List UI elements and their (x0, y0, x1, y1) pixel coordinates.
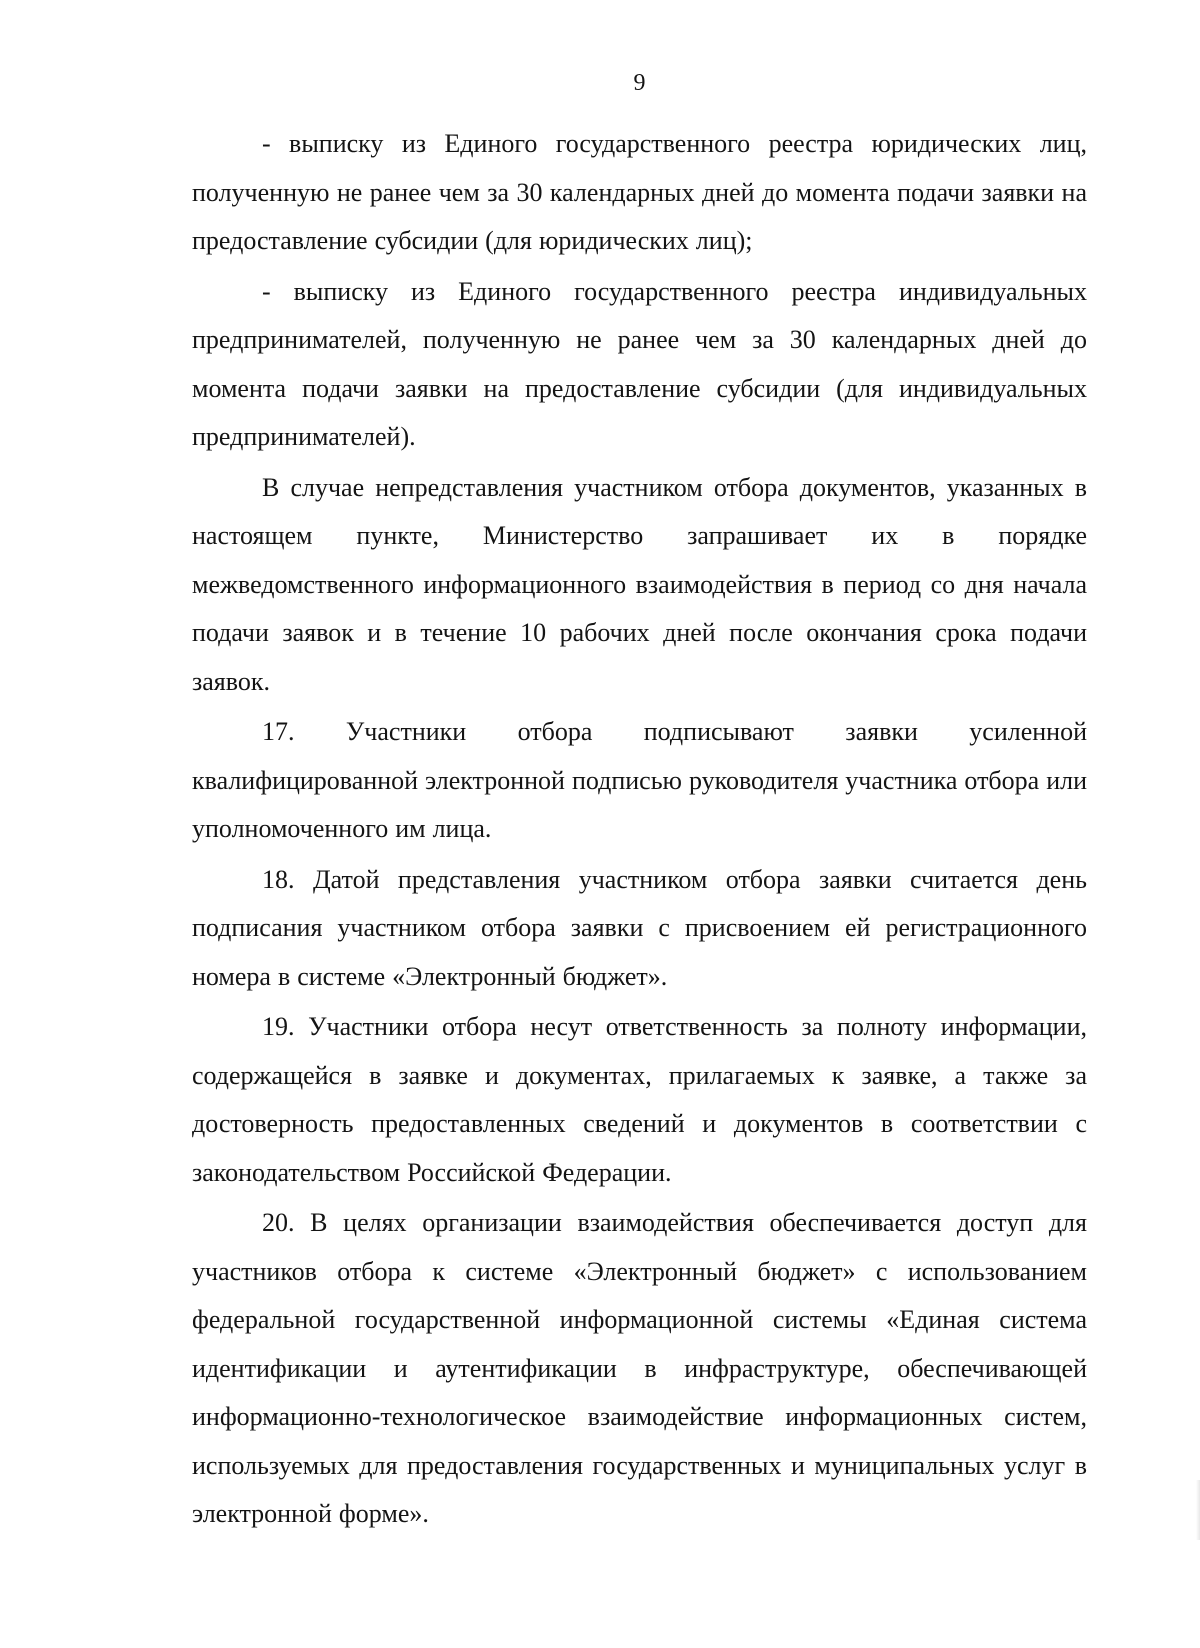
paragraph-non-submission: В случае непредставления участником отбора документов, указанных в настоящем пункте, Министерство запрашивает их в порядке межведомственного информационного взаимодействия в период со дня начала подачи заявок и в течение 10 рабочих дней после окончания срока подачи заявок. (192, 472, 1087, 696)
document-body (192, 120, 1087, 1541)
paragraph-item-19: 19. Участники отбора несут ответственность за полноту информации, содержащейся в заявке и документах, прилагаемых к заявке, а также за достоверность предоставленных сведений и документов в соответствии с законодательством Российской Федерации. (192, 1012, 1087, 1187)
paragraph-egrip-extract: - выписку из Единого государственного реестра индивидуальных предпринимателей, полученную не ранее чем за 30 календарных дней до момента подачи заявки на предоставление субсидии (для индивидуальных предпринимателей). (192, 276, 1087, 451)
paragraph-item-20: 20. В целях организации взаимодействия обеспечивается доступ для участников отбора к системе «Электронный бюджет» с использованием федеральной государственной информационной системы «Единая система идентификации и аутентификации в инфраструктуре, обеспечивающей информационно-технологическое взаимодействие информационных систем, используемых для предоставления государственных и муниципальных услуг в электронной форме». (192, 1208, 1087, 1528)
page-number: 9 (633, 70, 646, 96)
paragraph-item-18: 18. Датой представления участником отбора заявки считается день подписания участником отбора заявки с присвоением ей регистрационного номера в системе «Электронный бюджет». (192, 864, 1087, 991)
scan-edge-shade (1196, 1480, 1200, 1540)
paragraph-egrul-extract: - выписку из Единого государственного реестра юридических лиц, полученную не ранее чем за 30 календарных дней до момента подачи заявки на предоставление субсидии (для юридических лиц); (192, 129, 1087, 255)
paragraph-item-17: 17. Участники отбора подписывают заявки усиленной квалифицированной электронной подписью руководителя участника отбора или уполномоченного им лица. (192, 717, 1087, 843)
